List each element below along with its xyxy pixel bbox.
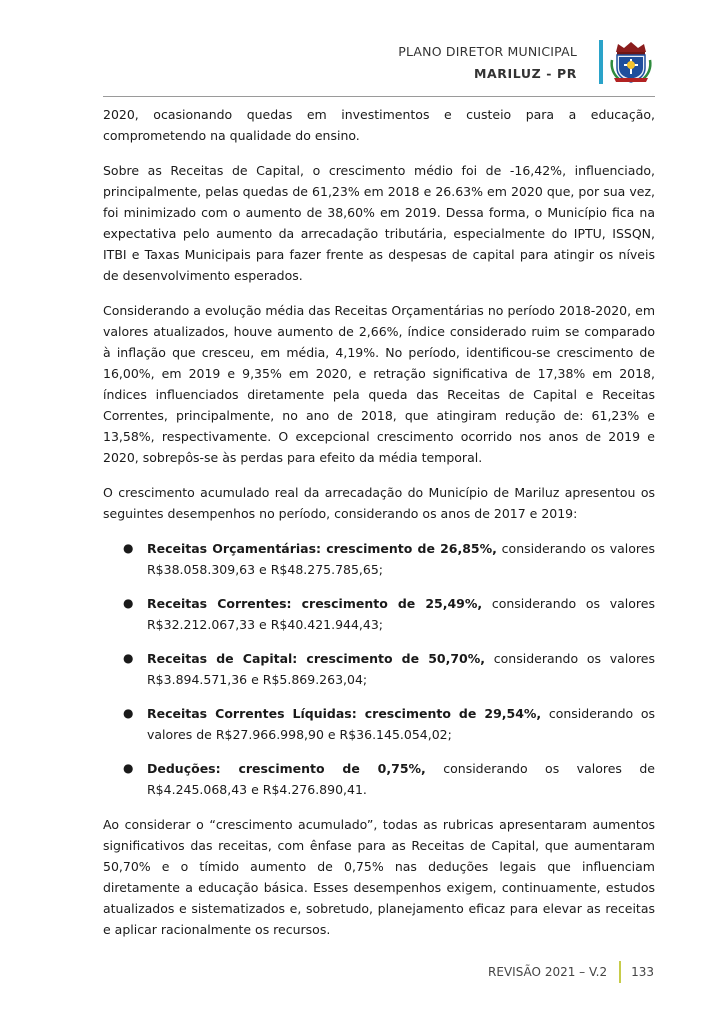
bullet-icon: ● [123,651,134,665]
list-item-bold: Receitas Correntes: crescimento de 25,49%, [147,596,483,611]
bullet-icon: ● [123,541,134,555]
list-item [103,703,655,745]
paragraph-1: 2020, ocasionando quedas em investimentos e custeio para a educação, comprometendo na qualidade do ensino. [103,107,655,143]
paragraph-4: O crescimento acumulado real da arrecadação do Município de Mariluz apresentou os seguintes desempenhos no período, considerando os anos de 2017 e 2019: [103,485,655,521]
page-content [103,104,655,954]
revision-label: REVISÃO 2021 – V.2 [488,965,608,979]
list-item-bold: Receitas Orçamentárias: crescimento de 26,85%, [147,541,497,556]
header-title: PLANO DIRETOR MUNICIPAL [398,44,577,59]
header-divider [103,96,655,97]
list-item-bold: Receitas Correntes Líquidas: crescimento de 29,54%, [147,706,542,721]
municipal-crest-icon [608,38,654,84]
list-item [103,593,655,635]
list-item-bold: Receitas de Capital: crescimento de 50,70%, [147,651,486,666]
list-item [103,538,655,580]
list-item-text: considerando os valores R$32.212.067,33 e R$40.421.944,43; [147,596,655,632]
revenue-growth-list [103,538,655,800]
header-accent-bar [599,40,603,84]
footer-separator [619,961,621,983]
list-item [103,758,655,800]
paragraph-3: Considerando a evolução média das Receitas Orçamentárias no período 2018-2020, em valores atualizados, houve aumento de 2,66%, índice considerado ruim se comparado à inflação que cresceu, em média, 4,19%. No período, identificou-se crescimento de 16,00%, em 2019 e 9,35% em 2020, e retração significativa de 17,38% em 2018, índices influenciados diretamente pela queda das Receitas de Capital e Receitas Correntes, principalmente, no ano de 2018, que atingiram redução de: 61,23% e 13,58%, respectivamente. O excepcional crescimento ocorrido nos anos de 2019 e 2020, sobrepôs-se às perdas para efeito da média temporal. [103,303,655,465]
list-item-text: considerando os valores R$38.058.309,63 e R$48.275.785,65; [147,541,655,577]
bullet-icon: ● [123,761,134,775]
paragraph-2: Sobre as Receitas de Capital, o crescimento médio foi de -16,42%, influenciado, principalmente, pelas quedas de 61,23% em 2018 e 26.63% em 2020 que, por sua vez, foi minimizado com o aumento de 38,60% em 2019. Dessa forma, o Município fica na expectativa pelo aumento da arrecadação tributária, especialmente do IPTU, ISSQN, ITBI e Taxas Municipais para fazer frente as despesas de capital para atingir os níveis de desenvolvimento esperados. [103,163,655,283]
header-subtitle: MARILUZ - PR [473,66,577,81]
list-item-text: considerando os valores R$3.894.571,36 e R$5.869.263,04; [147,651,656,687]
page-number: 133 [631,965,654,979]
list-item-text: considerando os valores de R$27.966.998,90 e R$36.145.054,02; [147,706,655,742]
page-footer [488,961,654,983]
list-item-text: considerando os valores de R$4.245.068,43 e R$4.276.890,41. [147,761,655,797]
paragraph-5: Ao considerar o “crescimento acumulado”, todas as rubricas apresentaram aumentos significativos das receitas, com ênfase para as Receitas de Capital, que aumentaram 50,70% e o tímido aumento de 0,75% nas deduções legais que influenciam diretamente a educação básica. Esses desempenhos exigem, continuamente, estudos atualizados e sistematizados e, sobretudo, planejamento eficaz para elevar as receitas e aplicar racionalmente os recursos. [103,817,655,937]
list-item-bold: Deduções: crescimento de 0,75%, [147,761,426,776]
bullet-icon: ● [123,706,134,720]
bullet-icon: ● [123,596,134,610]
list-item [103,648,655,690]
